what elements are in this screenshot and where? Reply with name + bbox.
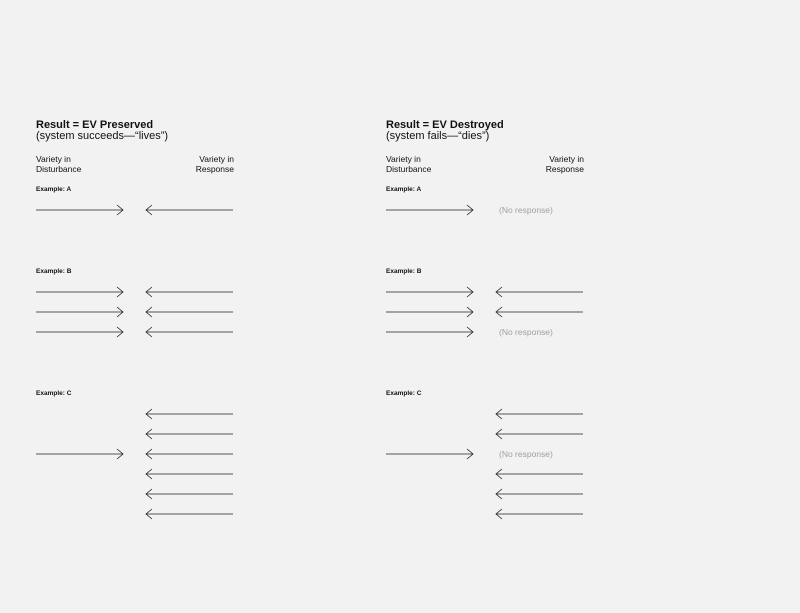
column-header-line: Disturbance: [386, 164, 432, 174]
column-header-disturbance: [36, 154, 116, 174]
example-row: [36, 468, 234, 480]
response-arrow: [494, 286, 584, 298]
example-row: [36, 286, 234, 298]
column-header-line: Variety in: [199, 154, 234, 164]
example-row: [386, 286, 584, 298]
response-arrow: [494, 468, 584, 480]
example-row: [386, 468, 584, 480]
disturbance-arrow: [386, 286, 476, 298]
response-arrow: [144, 306, 234, 318]
disturbance-arrow: [36, 204, 126, 216]
example-row: [36, 508, 234, 520]
example-a: [386, 186, 584, 215]
column-header-response: [154, 154, 234, 174]
disturbance-arrow: [36, 286, 126, 298]
example-c: [36, 390, 234, 398]
response-arrow: [494, 508, 584, 520]
example-row: [386, 448, 584, 460]
response-arrow: [494, 428, 584, 440]
disturbance-arrow: [36, 326, 126, 338]
example-row: [36, 306, 234, 318]
response-arrow: [144, 204, 234, 216]
example-row: [386, 306, 584, 318]
example-row: [36, 448, 234, 460]
column-header-line: Variety in: [549, 154, 584, 164]
example-row: [386, 508, 584, 520]
no-response-label: (No response): [499, 449, 553, 459]
example-row: [386, 326, 584, 338]
disturbance-arrow: [386, 306, 476, 318]
example-label: Example: A: [386, 186, 422, 193]
example-row: [36, 488, 234, 500]
panel-subtitle: (system fails—“dies”): [386, 130, 490, 142]
panel-title: Result = EV Destroyed: [386, 119, 504, 131]
response-arrow: [144, 326, 234, 338]
example-c: [386, 390, 584, 459]
panel-preserved: [36, 119, 234, 397]
disturbance-arrow: [36, 306, 126, 318]
response-arrow: [144, 468, 234, 480]
example-label: Example: B: [386, 268, 422, 275]
column-header-disturbance: [386, 154, 466, 174]
column-header-line: Response: [545, 164, 584, 174]
no-response-label: (No response): [499, 327, 553, 337]
disturbance-arrow: [386, 448, 476, 460]
example-label: Example: C: [36, 390, 72, 397]
response-arrow: [144, 508, 234, 520]
response-arrow: [494, 306, 584, 318]
example-row: [36, 408, 234, 420]
panel-destroyed: [386, 119, 584, 459]
example-b: [36, 268, 234, 276]
example-row: [36, 428, 234, 440]
column-header-response: [504, 154, 584, 174]
column-header-line: Variety in: [36, 154, 71, 164]
disturbance-arrow: [386, 204, 476, 216]
response-arrow: [144, 286, 234, 298]
example-label: Example: B: [36, 268, 72, 275]
example-label: Example: A: [36, 186, 72, 193]
example-row: [386, 428, 584, 440]
panel-subtitle: (system succeeds—“lives”): [36, 130, 169, 142]
column-header-line: Disturbance: [36, 164, 82, 174]
example-row: [386, 204, 584, 216]
example-row: [36, 204, 234, 216]
example-row: [36, 326, 234, 338]
column-header-line: Response: [195, 164, 234, 174]
example-row: [386, 408, 584, 420]
example-label: Example: C: [386, 390, 422, 397]
response-arrow: [144, 408, 234, 420]
response-arrow: [144, 428, 234, 440]
disturbance-arrow: [386, 326, 476, 338]
example-b: [386, 268, 584, 337]
response-arrow: [494, 488, 584, 500]
response-arrow: [144, 488, 234, 500]
no-response-label: (No response): [499, 205, 553, 215]
panel-title: Result = EV Preserved: [36, 119, 154, 131]
example-a: [36, 186, 234, 194]
response-arrow: [144, 448, 234, 460]
column-header-line: Variety in: [386, 154, 421, 164]
response-arrow: [494, 408, 584, 420]
example-row: [386, 488, 584, 500]
disturbance-arrow: [36, 448, 126, 460]
